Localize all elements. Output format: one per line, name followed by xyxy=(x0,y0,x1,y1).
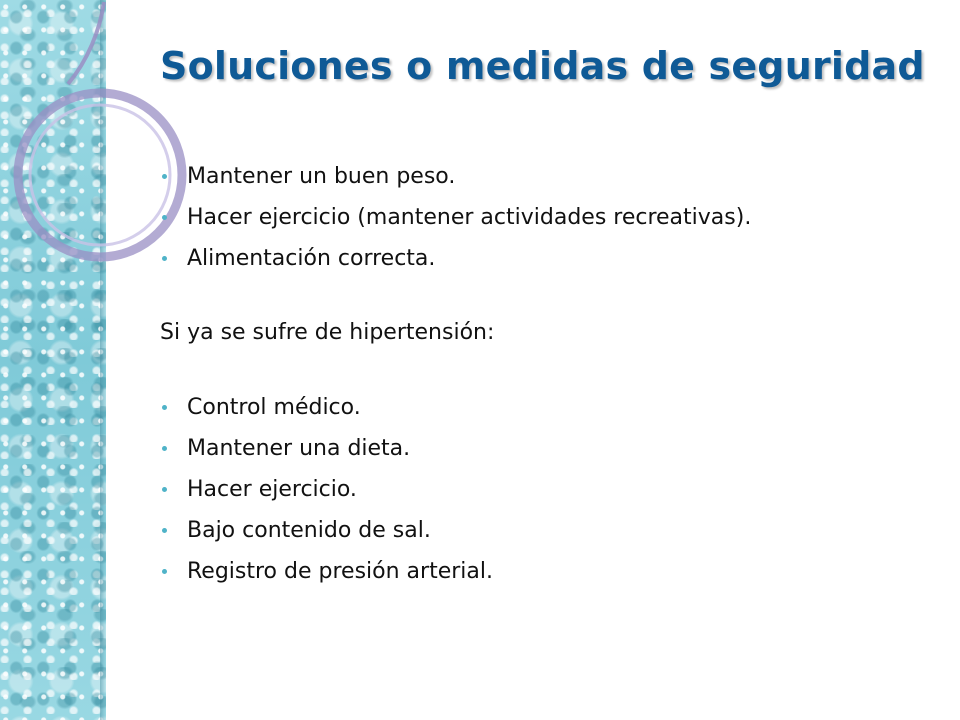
list-item-text: Alimentación correcta. xyxy=(187,246,436,271)
bullet-icon xyxy=(162,215,167,220)
list-item-text: Control médico. xyxy=(187,395,361,420)
decorative-arc-top xyxy=(68,2,104,84)
list-item xyxy=(160,238,920,279)
bullet-icon xyxy=(162,256,167,261)
bullet-icon xyxy=(162,487,167,492)
decorative-ring-outer xyxy=(18,93,182,257)
bullet-icon xyxy=(162,174,167,179)
list-item-text: Hacer ejercicio. xyxy=(187,477,357,502)
spacer xyxy=(160,353,920,387)
list-item-text: Mantener una dieta. xyxy=(187,436,411,461)
bullet-icon xyxy=(162,405,167,410)
list-item xyxy=(160,156,920,197)
list-item-text: Bajo contenido de sal. xyxy=(187,518,431,543)
list-item-text: Mantener un buen peso. xyxy=(187,164,456,189)
bullet-icon xyxy=(162,528,167,533)
list-item xyxy=(160,428,920,469)
bullet-icon xyxy=(162,569,167,574)
list-item-text: Registro de presión arterial. xyxy=(187,559,493,584)
list-item xyxy=(160,197,920,238)
list-item xyxy=(160,387,920,428)
prevention-list xyxy=(160,156,920,279)
slide-title: Soluciones o medidas de seguridad xyxy=(160,44,925,88)
list-item-text: Hacer ejercicio (mantener actividades recreativas). xyxy=(187,205,752,230)
list-item xyxy=(160,551,920,592)
bullet-icon xyxy=(162,446,167,451)
list-item xyxy=(160,469,920,510)
treatment-list xyxy=(160,387,920,592)
spacer xyxy=(160,279,920,313)
list-item xyxy=(160,510,920,551)
decorative-ring-inner xyxy=(30,105,170,245)
sub-heading: Si ya se sufre de hipertensión: xyxy=(160,320,495,345)
slide-content xyxy=(160,156,920,592)
